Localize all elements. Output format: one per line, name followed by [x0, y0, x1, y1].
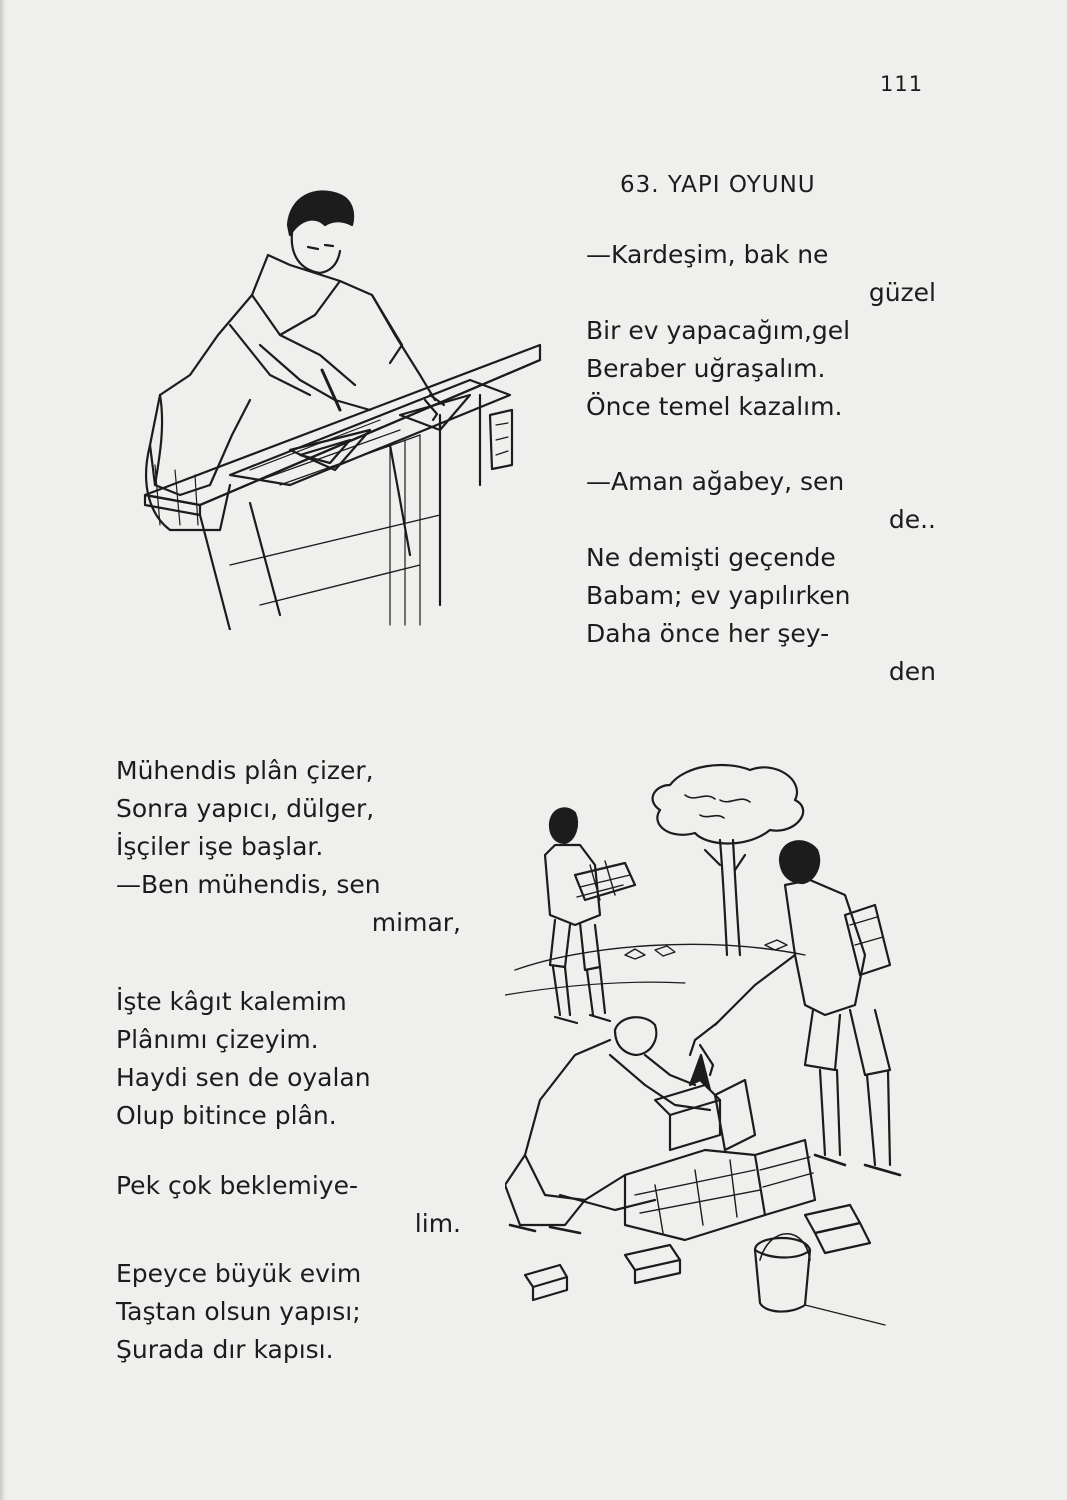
stanza-5 [116, 1167, 461, 1243]
stanza-3 [116, 752, 461, 942]
stanza-4 [116, 983, 461, 1135]
children-building-illustration [505, 755, 950, 1335]
poem-line: —Aman ağabey, sen [586, 467, 845, 496]
poem-line: İşçiler işe başlar. [116, 832, 324, 861]
poem-line: Daha önce her şey- [586, 619, 830, 648]
stanza-1 [586, 236, 936, 426]
poem-line: Epeyce büyük evim [116, 1259, 362, 1288]
stanza-6 [116, 1255, 461, 1369]
poem-line: Haydi sen de oyalan [116, 1063, 371, 1092]
poem-line: Sonra yapıcı, dülger, [116, 794, 375, 823]
poem-title: 63. YAPI OYUNU [620, 172, 816, 198]
stanza-2 [586, 463, 936, 691]
poem-line: lim. [414, 1209, 461, 1238]
poem-line: Şurada dır kapısı. [116, 1335, 334, 1364]
poem-line: Önce temel kazalım. [586, 392, 843, 421]
poem-line: —Ben mühendis, sen [116, 870, 381, 899]
poem-line: Mühendis plân çizer, [116, 756, 374, 785]
poem-line: den [888, 657, 936, 686]
poem-line: Taştan olsun yapısı; [116, 1297, 361, 1326]
boy-drafting-illustration [140, 185, 550, 630]
poem-line: —Kardeşim, bak ne [586, 240, 829, 269]
poem-line: Bir ev yapacağım,gel [586, 316, 851, 345]
page-number: 111 [880, 72, 924, 96]
poem-line: de.. [888, 505, 936, 534]
poem-line: Olup bitince plân. [116, 1101, 337, 1130]
poem-line: mimar, [371, 908, 461, 937]
poem-line: İşte kâgıt kalemim [116, 987, 347, 1016]
poem-line: Plânımı çizeyim. [116, 1025, 319, 1054]
poem-line: güzel [868, 278, 936, 307]
poem-line: Beraber uğraşalım. [586, 354, 826, 383]
poem-line: Babam; ev yapılırken [586, 581, 851, 610]
poem-line: Ne demişti geçende [586, 543, 836, 572]
poem-line: Pek çok beklemiye- [116, 1171, 359, 1200]
page-edge [0, 0, 6, 1500]
